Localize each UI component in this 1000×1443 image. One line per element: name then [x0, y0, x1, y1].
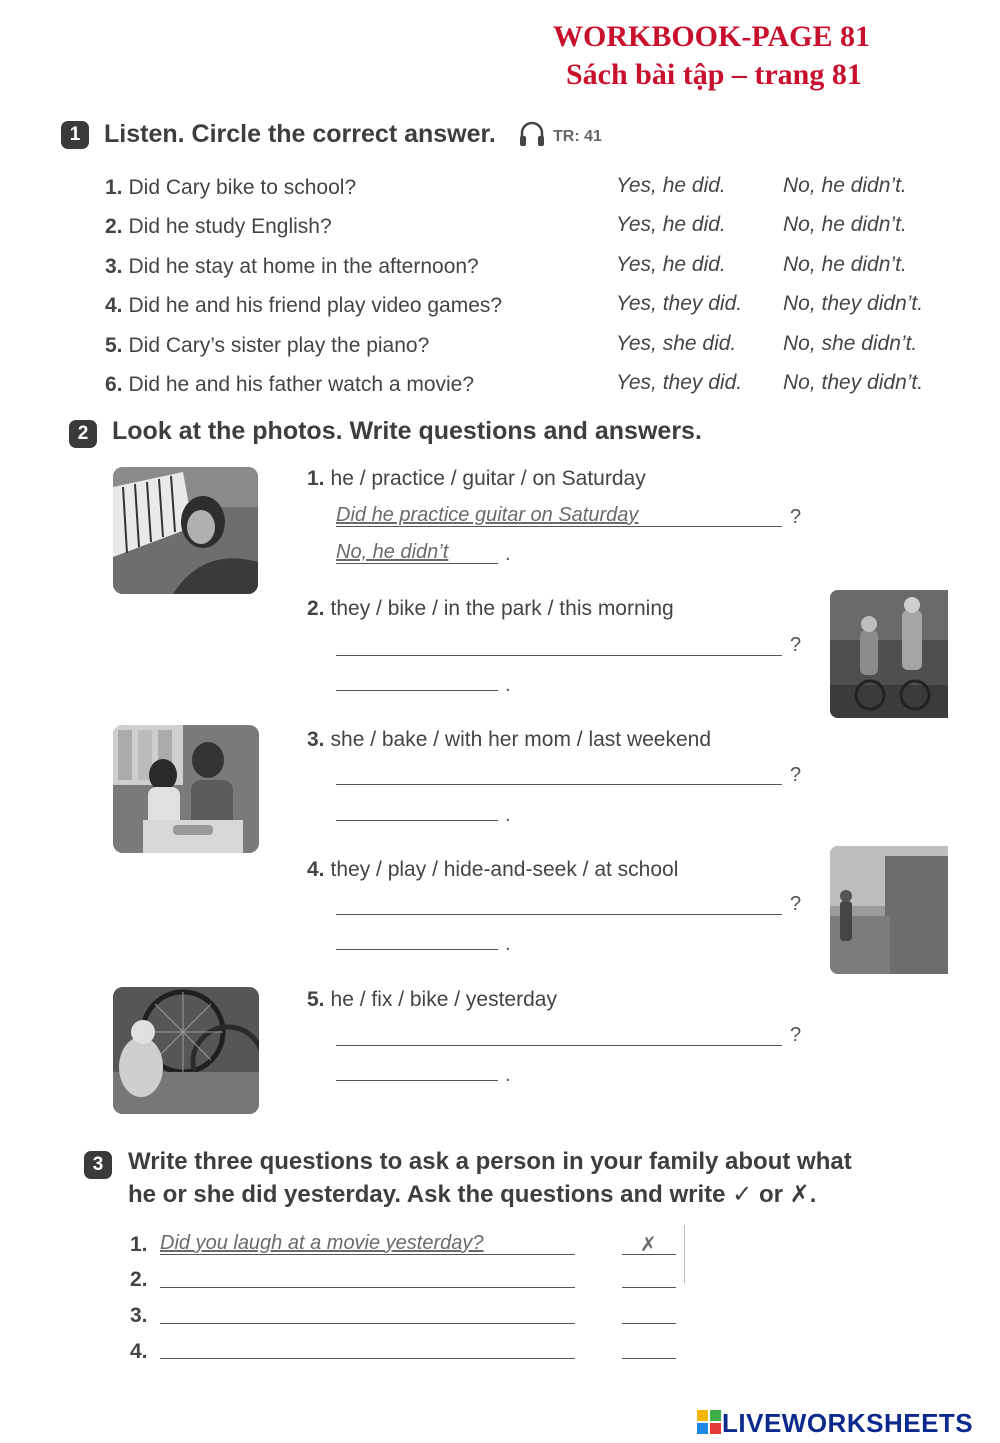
photo-bike-park [830, 590, 948, 718]
answer-input-short-4[interactable] [336, 949, 498, 950]
period: . [505, 1064, 511, 1086]
list-item-number: 3. [130, 1304, 148, 1327]
question-mark: ? [790, 1024, 802, 1046]
question-mark: ? [790, 506, 802, 528]
section-3-title-line-2: he or she did yesterday. Ask the questions and write ✓ or ✗. [128, 1181, 817, 1208]
list-item: 5. Did Cary’s sister play the piano? [105, 334, 430, 357]
answer-option-yes[interactable]: Yes, he did. [616, 213, 726, 236]
answer-option-yes[interactable]: Yes, he did. [616, 253, 726, 276]
check-input-3[interactable] [622, 1323, 676, 1324]
liveworksheets-logo[interactable]: LIVEWORKSHEETS [722, 1408, 974, 1438]
photo-baking [113, 725, 259, 853]
question-mark: ? [790, 634, 802, 656]
list-item: 1. Did Cary bike to school? [105, 176, 357, 199]
period: . [505, 674, 511, 696]
prompt-5: 5. he / fix / bike / yesterday [307, 988, 557, 1011]
answer-question-1[interactable]: Did he practice guitar on Saturday [336, 504, 639, 526]
list-item: 2. Did he study English? [105, 215, 332, 238]
photo-guitar-practice [113, 467, 258, 594]
answer-input-short-3[interactable] [336, 820, 498, 821]
headphones-icon [519, 120, 545, 148]
section-1-title: Listen. Circle the correct answer. [104, 120, 496, 148]
period: . [505, 933, 511, 955]
prompt-1: 1. he / practice / guitar / on Saturday [307, 467, 646, 490]
answer-option-no[interactable]: No, he didn’t. [783, 174, 907, 197]
answer-option-yes[interactable]: Yes, he did. [616, 174, 726, 197]
answer-line-question-1 [336, 526, 782, 527]
answer-option-no[interactable]: No, they didn’t. [783, 371, 924, 394]
answer-line-short-1 [336, 563, 498, 564]
answer-option-no[interactable]: No, they didn’t. [783, 292, 924, 315]
header-subtitle: Sách bài tập – trang 81 [566, 58, 862, 91]
check-input-4[interactable] [622, 1358, 676, 1359]
track-number: TR: 41 [553, 128, 602, 145]
photo-hide-and-seek [830, 846, 948, 974]
answer-option-no[interactable]: No, she didn’t. [783, 332, 918, 355]
list-item-number: 2. [130, 1268, 148, 1291]
answer-input-question-3[interactable] [336, 784, 782, 785]
answer-option-no[interactable]: No, he didn’t. [783, 253, 907, 276]
section-2-badge: 2 [69, 420, 97, 448]
liveworksheets-logo-icon [697, 1410, 721, 1434]
period: . [505, 543, 511, 565]
answer-option-no[interactable]: No, he didn’t. [783, 213, 907, 236]
check-input-2[interactable] [622, 1287, 676, 1288]
section-3-badge: 3 [84, 1151, 112, 1179]
question-mark: ? [790, 764, 802, 786]
answer-option-yes[interactable]: Yes, she did. [616, 332, 737, 355]
header-title: WORKBOOK-PAGE 81 [553, 20, 870, 53]
list-item: 3. Did he stay at home in the afternoon? [105, 255, 479, 278]
period: . [505, 804, 511, 826]
divider [684, 1225, 685, 1283]
answer-input-question-5[interactable] [336, 1045, 782, 1046]
section-3-title-line-1: Write three questions to ask a person in your family about what [128, 1148, 852, 1175]
answer-input-short-5[interactable] [336, 1080, 498, 1081]
question-mark: ? [790, 893, 802, 915]
check-line-1 [622, 1254, 676, 1255]
answer-input-question-4[interactable] [336, 914, 782, 915]
prompt-3: 3. she / bake / with her mom / last weekend [307, 728, 712, 751]
list-item: 6. Did he and his father watch a movie? [105, 373, 475, 396]
photo-fix-bike [113, 987, 259, 1114]
answer-input-family-4[interactable] [160, 1358, 575, 1359]
answer-short-1[interactable]: No, he didn’t [336, 541, 449, 563]
prompt-4: 4. they / play / hide-and-seek / at school [307, 858, 679, 881]
answer-input-family-3[interactable] [160, 1323, 575, 1324]
answer-input-family-2[interactable] [160, 1287, 575, 1288]
answer-input-question-2[interactable] [336, 655, 782, 656]
prompt-2: 2. they / bike / in the park / this morning [307, 597, 674, 620]
list-item-number: 1. [130, 1233, 148, 1256]
family-question-1[interactable]: Did you laugh at a movie yesterday? [160, 1232, 484, 1254]
list-item: 4. Did he and his friend play video games? [105, 294, 503, 317]
section-1-badge: 1 [61, 121, 89, 149]
answer-input-short-2[interactable] [336, 690, 498, 691]
answer-option-yes[interactable]: Yes, they did. [616, 292, 743, 315]
answer-option-yes[interactable]: Yes, they did. [616, 371, 743, 394]
answer-line-family-1 [160, 1254, 575, 1255]
list-item-number: 4. [130, 1340, 148, 1363]
check-mark-1[interactable]: ✗ [640, 1234, 657, 1256]
section-2-title: Look at the photos. Write questions and answers. [112, 417, 702, 445]
